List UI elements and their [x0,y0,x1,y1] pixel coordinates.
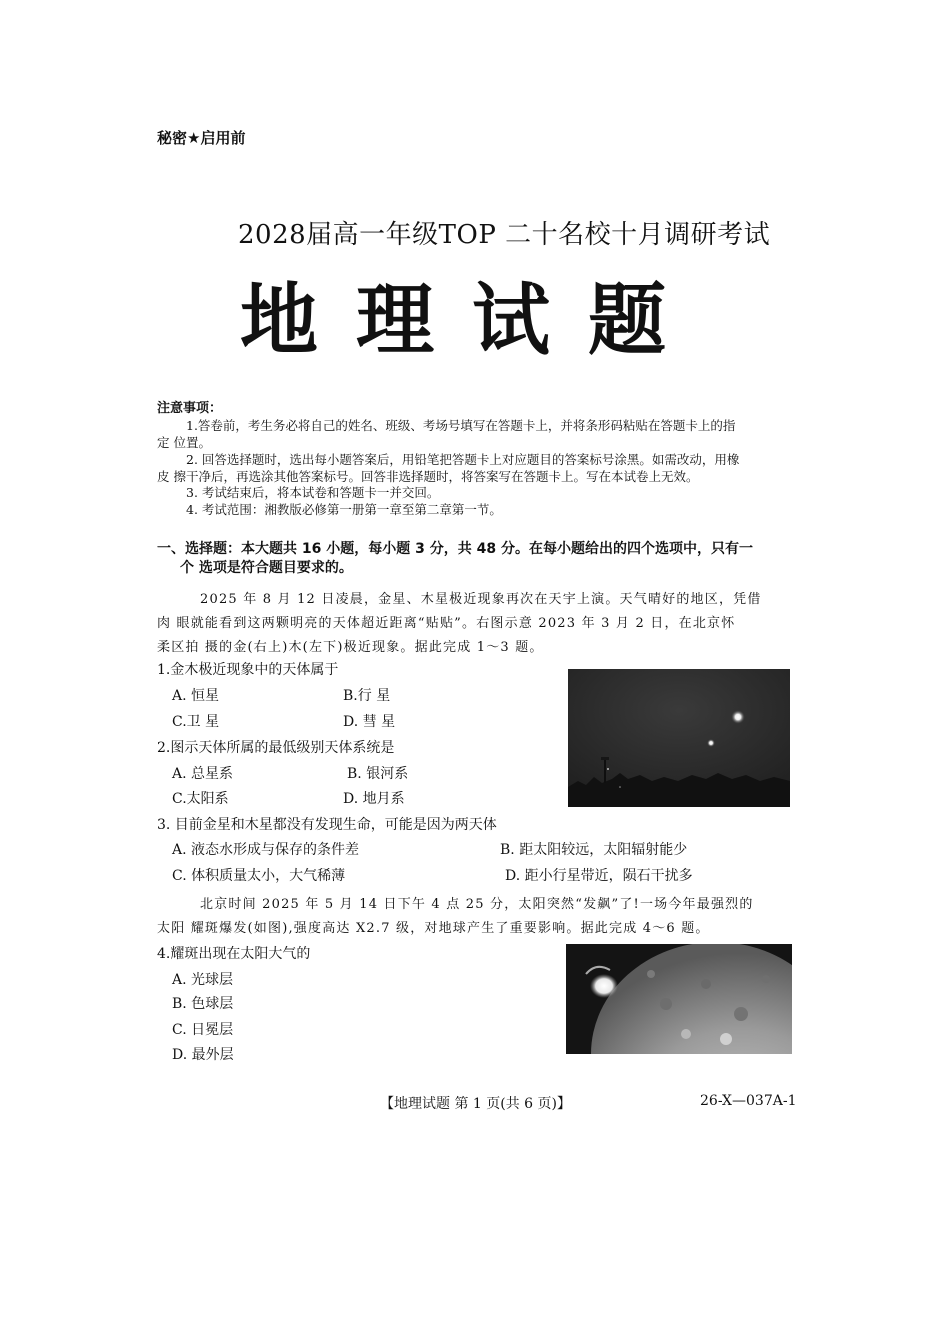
option: C. 日冕层 [172,1022,234,1038]
notice-line: 3. 考试结束后，将本试卷和答题卡一并交回。 [186,485,440,500]
flare-point [590,974,618,998]
footer-page-info: 【地理试题 第 1 页(共 6 页)】 [380,1096,571,1112]
section-title: 个 选项是符合题目要求的。 [180,560,353,576]
passage-line: 太阳 耀斑爆发(如图),强度高达 X2.7 级，对地球产生了重要影响。据此完成 4～6 题。 [157,921,710,936]
option: C.太阳系 [172,791,229,807]
option: B. 色球层 [172,996,234,1012]
exam-title: 2028届高一年级TOP 二十名校十月调研考试 [238,220,771,250]
option: D. 最外层 [172,1047,234,1063]
question-stem: 1.金木极近现象中的天体属于 [157,662,339,678]
option: D. 彗 星 [343,714,396,730]
option: C.卫 星 [172,714,220,730]
passage-line: 柔区拍 摄的金(右上)木(左下)极近现象。据此完成 1～3 题。 [157,640,544,655]
option: C. 体积质量太小，大气稀薄 [172,868,346,884]
passage-line: 2025 年 8 月 12 日凌晨，金星、木星极近现象再次在天宇上演。天气晴好的地区，凭借 [200,592,762,607]
option: A. 恒星 [172,688,220,704]
option: A. 液态水形成与保存的条件差 [172,842,360,858]
notice-title: 注意事项： [157,401,223,416]
option: A. 光球层 [172,972,234,988]
option: A. 总星系 [172,766,234,782]
footer-code: 26-X—037A-1 [700,1093,797,1109]
solar-flare-photo [566,944,792,1054]
jupiter-point [707,739,715,747]
venus-jupiter-photo [568,669,790,807]
passage-line: 肉 眼就能看到这两颗明亮的天体超近距离“贴贴”。右图示意 2023 年 3 月 2 日，在北京怀 [157,616,736,631]
option: D. 地月系 [343,791,405,807]
question-stem: 2.图示天体所属的最低级别天体系统是 [157,740,395,756]
option: B. 银河系 [347,766,409,782]
question-stem: 3. 目前金星和木星都没有发现生命，可能是因为两天体 [157,817,497,833]
notice-line: 4. 考试范围：湘教版必修第一册第一章至第二章第一节。 [186,502,502,517]
option: B.行 星 [343,688,391,704]
subject-title: 地理试题 [240,276,705,366]
question-stem: 4.耀斑出现在太阳大气的 [157,946,311,962]
option: D. 距小行星带近，陨石干扰多 [505,868,693,884]
option: B. 距太阳较远，太阳辐射能少 [500,842,688,858]
confidential-label: 秘密★启用前 [157,129,246,147]
notice-line: 定 位置。 [157,435,211,450]
section-title: 一、选择题：本大题共 16 小题，每小题 3 分，共 48 分。在每小题给出的四个选项中，只有一 [157,541,753,557]
passage-line: 北京时间 2025 年 5 月 14 日下午 4 点 25 分，太阳突然“发飙”了!一场今年最强烈的 [200,897,754,912]
notice-line: 1.答卷前，考生务必将自己的姓名、班级、考场号填写在答题卡上，并将条形码粘贴在答题卡上的指 [186,418,736,433]
notice-line: 皮 擦干净后，再选涂其他答案标号。回答非选择题时，将答案写在答题卡上。写在本试卷上无效。 [157,469,699,484]
notice-line: 2. 回答选择题时，选出每小题答案后，用铅笔把答题卡上对应题目的答案标号涂黑。如需改动，用橡 [186,452,740,467]
venus-point [731,710,745,724]
